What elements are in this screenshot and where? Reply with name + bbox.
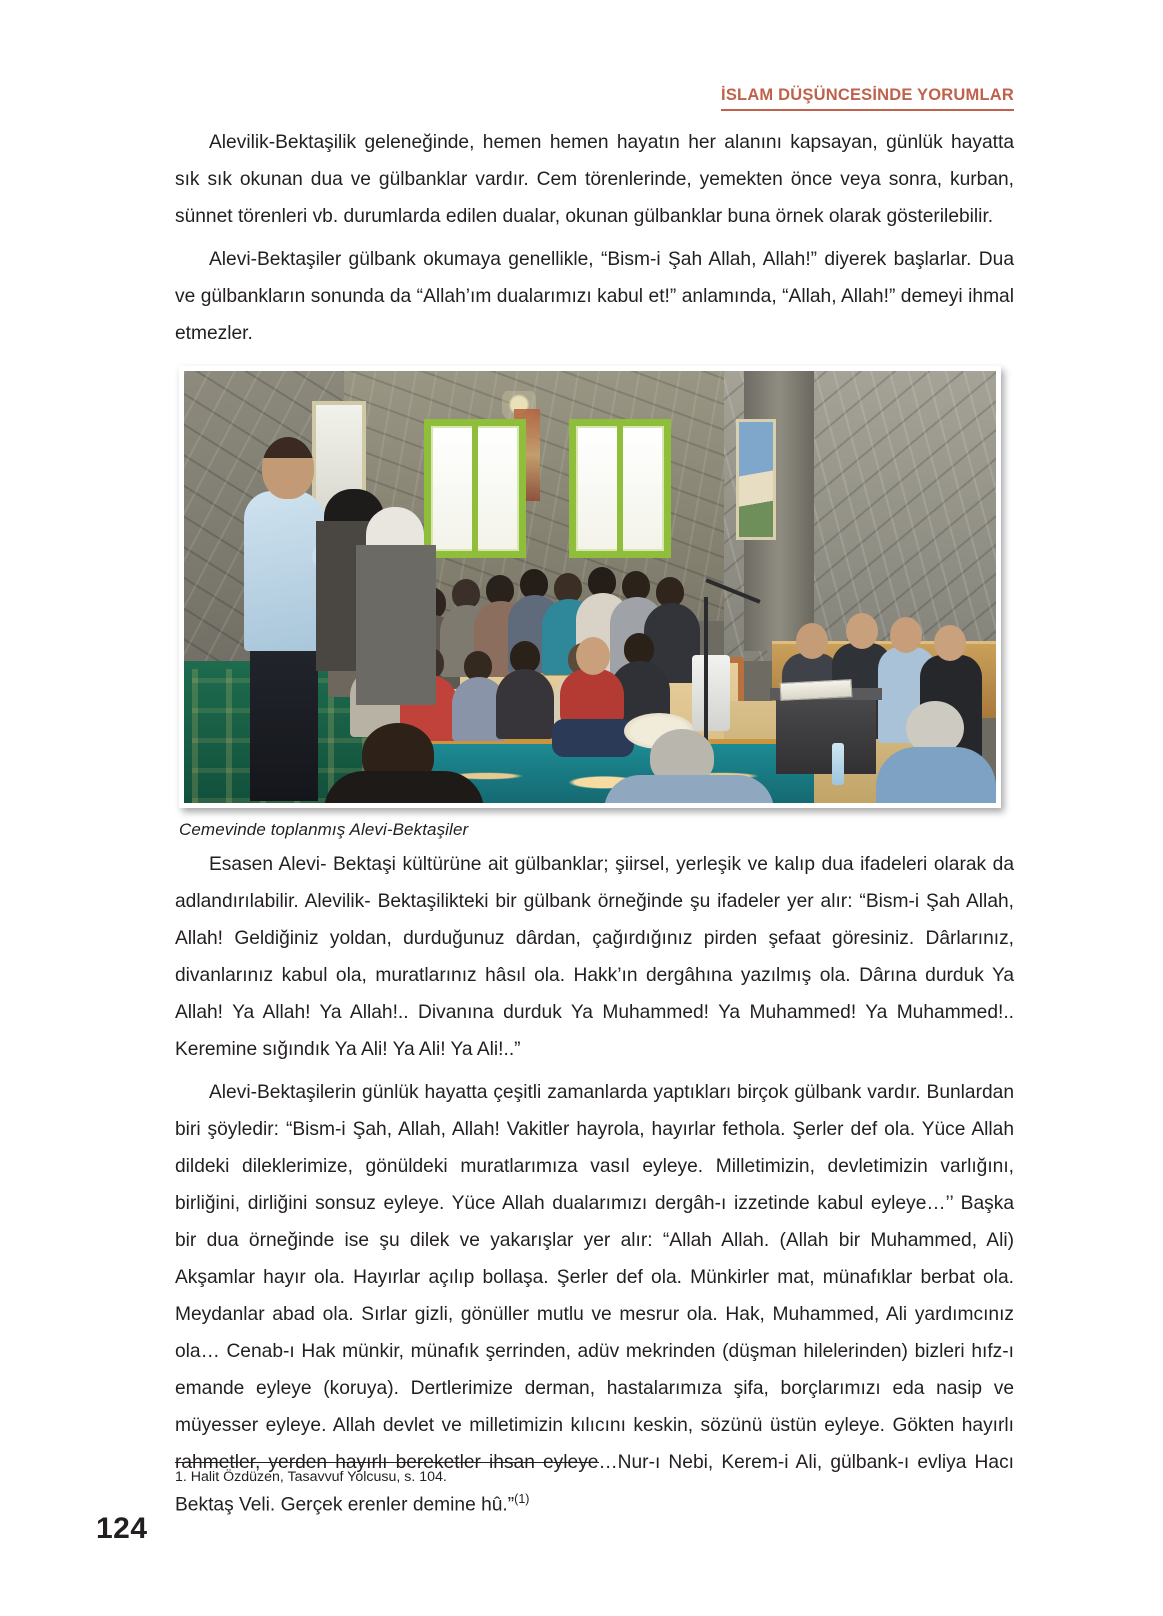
standing-man-shirt (244, 491, 324, 651)
seated-man-right-2-head (846, 613, 878, 649)
standing-man-head (262, 437, 314, 499)
footnote-text: 1. Halit Özdüzen, Tasavvuf Yolcusu, s. 104. (175, 1469, 447, 1485)
paragraph-4-text: Alevi-Bektaşilerin günlük hayatta çeşitli zamanlarda yaptıkları birçok gülbank vardır. Bunlardan biri şöyledir: “Bism-i Şah, Allah, Allah! Vakitler hayrola, hayırlar fethola. Şerler def ola. Yüce Allah dildeki dileklerimize, gönüldeki muratlarımıza vasıl eyleye. Milletimizin, devletimizin varlığını, birliğini, dirliğini sonsuz eyleye. Yüce Allah dualarımızı dergâh-ı izzetinde kabul eyleye…’’ Başka bir dua örneğinde ise şu dilek ve yakarışlar yer alır: “Allah Allah. (Allah bir Muhammed, Ali) Akşamlar hayır ola. Hayırlar açılıp bollaşa. Şerler def ola. Münkirler mat, münafıklar berbat ola. Meydanlar abad ola. Sırlar gizli, gönüller mutlu ve mesrur ola. Hak, Muhammed, Ali yardımcınız ola… Cenab-ı Hak münkir, münafık şerrinden, adüv mekrinden (düşman hilelerinden) bizleri hıfz-ı emande eyleye (koruya). Dertlerimize derman, hastalarımıza şifa, borçlarımızı eda nasip ve müyesser eyleye. Allah devlet ve milletimizin kılıcını keskin, sözünü üstün eyleye. Gökten hayırlı rahmetler, yerden hayırlı bereketler ihsan eyleye…Nur-ı Nebi, Kerem-i Ali, gülbank-ı evliya Hacı Bektaş Veli. Gerçek erenler demine hû.” (175, 1082, 1014, 1516)
standing-man-legs (250, 641, 318, 801)
body-content-bottom (175, 846, 1014, 1523)
paragraph-4 (175, 1074, 1014, 1523)
water-bottle (832, 743, 844, 785)
paragraph-3: Esasen Alevi- Bektaşi kültürüne ait gülbanklar; şiirsel, yerleşik ve kalıp dua ifadeleri olarak da adlandırılabilir. Alevilik- Bektaşilikteki bir gülbank örneğinde şu ifadeler yer alır: “Bism-i Şah Allah, Allah! Geldiğiniz yoldan, durduğunuz dârdan, çağırdığınız pirden şefaat göresiniz. Dârlarınız, divanlarınız kabul ola, muratlarınız hâsıl ola. Hakk’ın dergâhına yazılmış ola. Dârına durduk Ya Allah! Ya Allah! Ya Allah!.. Divanına durduk Ya Muhammed! Ya Muhammed! Ya Muhammed!.. Keremine sığındık Ya Ali! Ya Ali! Ya Ali!..” (175, 854, 1014, 1060)
seated-man-center-head (576, 637, 610, 675)
paragraph-1: Alevilik-Bektaşilik geleneğinde, hemen hemen hayatın her alanını kapsayan, günlük hayatta sık sık okunan dua ve gülbanklar vardır. Cem törenlerinde, yemekten önce veya sonra, kurban, sünnet törenleri vb. durumlarda edilen dualar, okunan gülbanklar buna örnek olarak gösterilebilir. (175, 132, 1014, 227)
paragraph-2: Alevi-Bektaşiler gülbank okumaya genellikle, “Bism-i Şah Allah, Allah!” diyerek başlarlar. Dua ve gülbankların sonunda da “Allah’ım dualarımızı kabul et!” anlamında, “Allah, Allah!” demeyi ihmal etmezler. (175, 249, 1014, 344)
photograph (184, 371, 996, 803)
foreground-person-3-body (876, 747, 996, 803)
photo-frame (179, 366, 1001, 808)
seated-man-right-3-head (890, 617, 922, 653)
low-table (776, 696, 876, 774)
page-number: 124 (96, 1512, 148, 1545)
body-content-top (175, 124, 1014, 358)
foreground-person-1-body (324, 771, 484, 803)
microphone-stand (704, 597, 708, 747)
standing-woman-2-body (356, 545, 436, 705)
figure-caption: Cemevinde toplanmış Alevi-Bektaşiler (179, 820, 469, 839)
page-title: İSLAM DÜŞÜNCESİNDE YORUMLAR (721, 86, 1014, 111)
footnote-block (175, 1462, 1014, 1486)
open-book (780, 679, 853, 701)
footnote-reference: (1) (514, 1492, 530, 1506)
running-header (175, 86, 1014, 111)
seated-man-right-1-head (796, 623, 828, 659)
seated-man-center (560, 669, 624, 725)
foreground-person-2-body (604, 775, 774, 803)
seated-man-right-4-head (934, 625, 966, 661)
seated-man-center-legs (552, 719, 634, 757)
footnote-rule (175, 1462, 599, 1463)
figure-cemevi (179, 366, 1001, 840)
plastic-chair (692, 655, 730, 731)
